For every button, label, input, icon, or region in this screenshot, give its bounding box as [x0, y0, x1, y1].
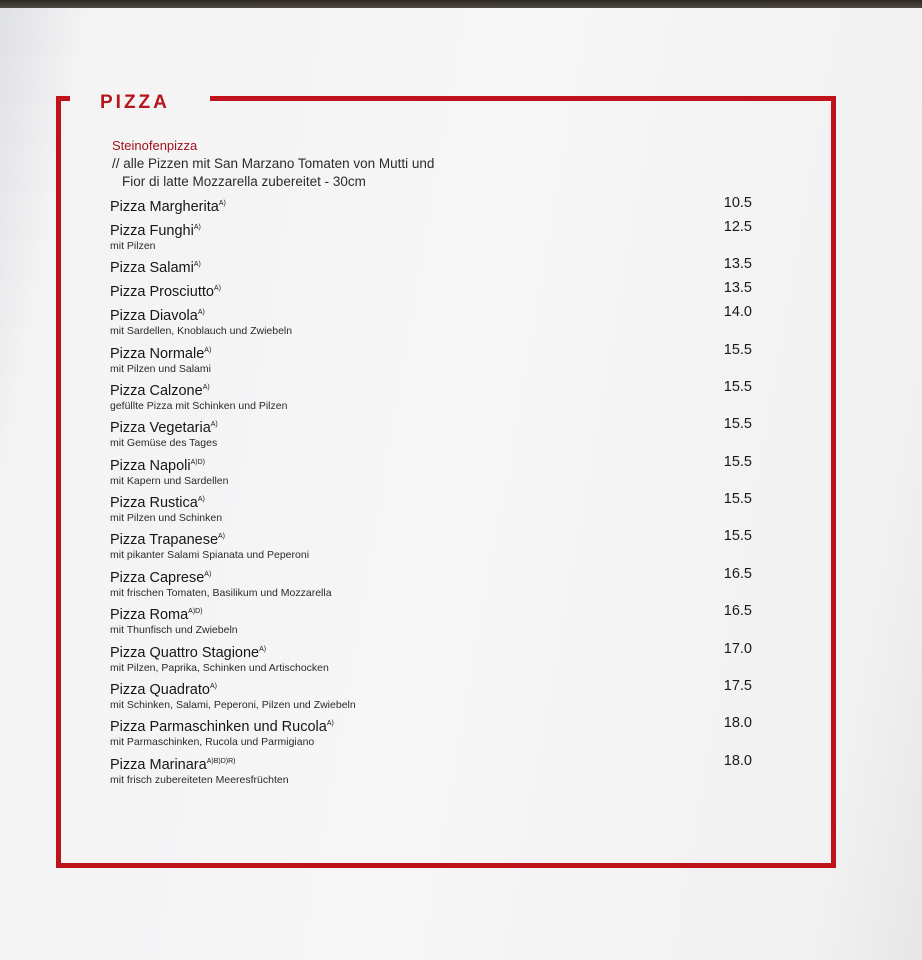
item-name-text: Pizza Vegetaria	[110, 419, 211, 436]
item-price: 15.5	[723, 491, 752, 507]
item-description: mit Pilzen, Paprika, Schinken und Artischocken	[110, 661, 329, 674]
menu-item	[110, 195, 630, 216]
allergen-marks: A)	[209, 683, 217, 690]
item-name-text: Pizza Parmaschinken und Rucola	[110, 718, 327, 735]
item-name-text: Pizza Diavola	[110, 307, 198, 324]
item-description: mit Kapern und Sardellen	[110, 474, 229, 487]
allergen-marks: A)	[197, 496, 205, 503]
item-description: mit Gemüse des Tages	[110, 436, 218, 449]
allergen-marks: A)B)D)R)	[206, 758, 236, 765]
item-name	[110, 342, 630, 363]
item-name-text: Pizza Caprese	[110, 569, 205, 586]
item-price: 17.0	[723, 641, 752, 657]
menu-item	[110, 219, 630, 253]
item-description: gefüllte Pizza mit Schinken und Pilzen	[110, 399, 288, 412]
item-description: mit pikanter Salami Spianata und Peperoni	[110, 548, 310, 561]
item-price: 13.5	[723, 256, 752, 272]
allergen-marks: A)	[197, 309, 205, 316]
item-name-text: Pizza Trapanese	[110, 531, 219, 548]
item-name-text: Pizza Roma	[110, 606, 189, 623]
item-price: 17.5	[723, 678, 752, 694]
menu-item	[110, 528, 630, 562]
item-price: 15.5	[723, 528, 752, 544]
item-price: 15.5	[723, 454, 752, 470]
menu-item	[110, 641, 630, 675]
item-price: 18.0	[723, 753, 752, 769]
item-name	[110, 304, 630, 325]
item-name-text: Pizza Marinara	[110, 756, 207, 773]
item-description: mit Thunfisch und Zwiebeln	[110, 623, 238, 636]
item-name-text: Pizza Funghi	[110, 222, 194, 239]
allergen-marks: A)	[193, 224, 201, 231]
item-name-text: Pizza Margherita	[110, 198, 219, 215]
item-name	[110, 454, 630, 475]
item-price: 15.5	[723, 342, 752, 358]
allergen-marks: A)	[193, 261, 201, 268]
item-description: mit Pilzen und Salami	[110, 362, 211, 375]
allergen-marks: A)	[259, 646, 267, 653]
item-price: 16.5	[723, 566, 752, 582]
menu-item	[110, 342, 630, 376]
item-name	[110, 256, 630, 277]
allergen-marks: A)	[210, 421, 218, 428]
menu-item	[110, 256, 630, 277]
section-title: PIZZA	[100, 92, 170, 113]
allergen-marks: A)D)	[188, 608, 203, 615]
item-price: 16.5	[723, 603, 752, 619]
item-name	[110, 491, 630, 512]
menu-item	[110, 304, 630, 338]
item-name	[110, 566, 630, 587]
item-name	[110, 678, 630, 699]
item-description: mit Pilzen	[110, 239, 156, 252]
allergen-marks: A)	[202, 384, 210, 391]
section-subtitle: Steinofenpizza	[112, 138, 198, 153]
allergen-marks: A)	[204, 347, 212, 354]
item-description: mit frischen Tomaten, Basilikum und Mozzarella	[110, 586, 332, 599]
item-name-text: Pizza Normale	[110, 345, 205, 362]
item-description: mit Sardellen, Knoblauch und Zwiebeln	[110, 324, 293, 337]
item-description: mit Schinken, Salami, Peperoni, Pilzen und Zwiebeln	[110, 698, 356, 711]
item-price: 12.5	[723, 219, 752, 235]
item-name	[110, 379, 630, 400]
item-description: mit Parmaschinken, Rucola und Parmigiano	[110, 735, 315, 748]
item-name	[110, 219, 630, 240]
item-description: mit frisch zubereiteten Meeresfrüchten	[110, 773, 289, 786]
allergen-marks: A)	[218, 200, 226, 207]
item-name	[110, 416, 630, 437]
menu-item	[110, 753, 630, 787]
item-price: 10.5	[723, 195, 752, 211]
allergen-marks: A)	[218, 533, 226, 540]
allergen-marks: A)	[204, 571, 212, 578]
item-name	[110, 195, 630, 216]
menu-item	[110, 379, 630, 413]
allergen-marks: A)D)	[190, 459, 205, 466]
item-price: 14.0	[723, 304, 752, 320]
item-name-text: Pizza Calzone	[110, 382, 203, 399]
menu-item	[110, 491, 630, 525]
menu-item	[110, 454, 630, 488]
description-line-1: // alle Pizzen mit San Marzano Tomaten von Mutti und	[112, 156, 435, 171]
item-name-text: Pizza Salami	[110, 259, 194, 276]
allergen-marks: A)	[213, 285, 221, 292]
menu-item	[110, 715, 630, 749]
item-price: 15.5	[723, 379, 752, 395]
item-name-text: Pizza Quadrato	[110, 681, 210, 698]
menu-item	[110, 566, 630, 600]
item-name-text: Pizza Napoli	[110, 457, 191, 474]
item-price: 15.5	[723, 416, 752, 432]
item-name	[110, 715, 630, 736]
item-name	[110, 280, 630, 301]
item-name	[110, 641, 630, 662]
item-name	[110, 528, 630, 549]
item-price: 13.5	[723, 280, 752, 296]
menu-item	[110, 280, 630, 301]
menu-item	[110, 603, 630, 637]
item-name-text: Pizza Prosciutto	[110, 283, 214, 300]
menu-item	[110, 678, 630, 712]
item-description: mit Pilzen und Schinken	[110, 511, 223, 524]
item-name	[110, 753, 630, 774]
allergen-marks: A)	[326, 720, 334, 727]
description-line-2: Fior di latte Mozzarella zubereitet - 30cm	[122, 174, 366, 189]
item-name-text: Pizza Rustica	[110, 494, 198, 511]
item-price: 18.0	[723, 715, 752, 731]
item-name-text: Pizza Quattro Stagione	[110, 644, 260, 661]
item-name	[110, 603, 630, 624]
menu-item	[110, 416, 630, 450]
